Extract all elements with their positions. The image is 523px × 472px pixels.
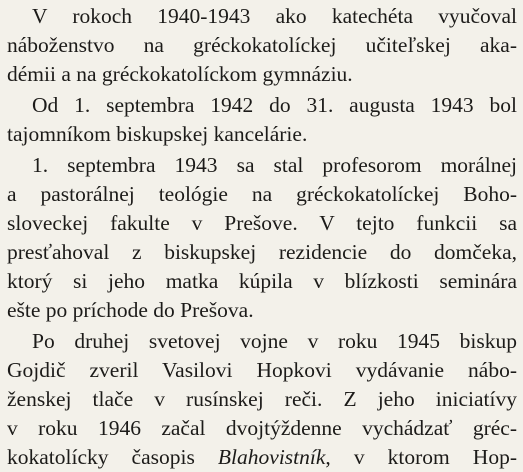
text-segment: , v ktorom Hop- xyxy=(325,445,517,469)
text-line: Po druhej svetovej vojne v roku 1945 biskup xyxy=(32,329,517,353)
text-line: démii a na gréckokatolíckom gymnáziu. xyxy=(7,62,353,86)
text-line: sloveckej fakulte v Prešove. V tejto funkcii sa xyxy=(7,211,517,235)
text-line: ešte po príchode do Prešova. xyxy=(7,298,254,322)
text-segment: kokatolícky časopis xyxy=(7,445,218,469)
text-line: presťahoval z biskupskej rezidencie do domčeka, xyxy=(7,240,517,264)
text-line: a pastorálnej teológie na gréckokatolíckej Boho- xyxy=(7,182,517,206)
text-line: náboženstvo na gréckokatolíckej učiteľskej aka- xyxy=(7,33,517,57)
text-line: 1. septembra 1943 sa stal profesorom morálnej xyxy=(32,153,517,177)
periodical-title: Blahovistník xyxy=(217,445,326,469)
text-line: ktorý si jeho matka kúpila v blízkosti seminára xyxy=(7,269,517,293)
text-line: Od 1. septembra 1942 do 31. augusta 1943 bol xyxy=(32,93,517,117)
text-line: V rokoch 1940-1943 ako katechéta vyučoval xyxy=(32,4,517,28)
text-line: v roku 1946 začal dvojtýždenne vychádzať gréc- xyxy=(7,416,517,440)
text-line: tajomníkom biskupskej kancelárie. xyxy=(7,122,308,146)
text-line: ženskej tlače v rusínskej reči. Z jeho iniciatívy xyxy=(7,387,517,411)
text-line xyxy=(7,443,517,472)
text-line: Gojdič zveril Vasilovi Hopkovi vydávanie nábo- xyxy=(7,358,517,382)
